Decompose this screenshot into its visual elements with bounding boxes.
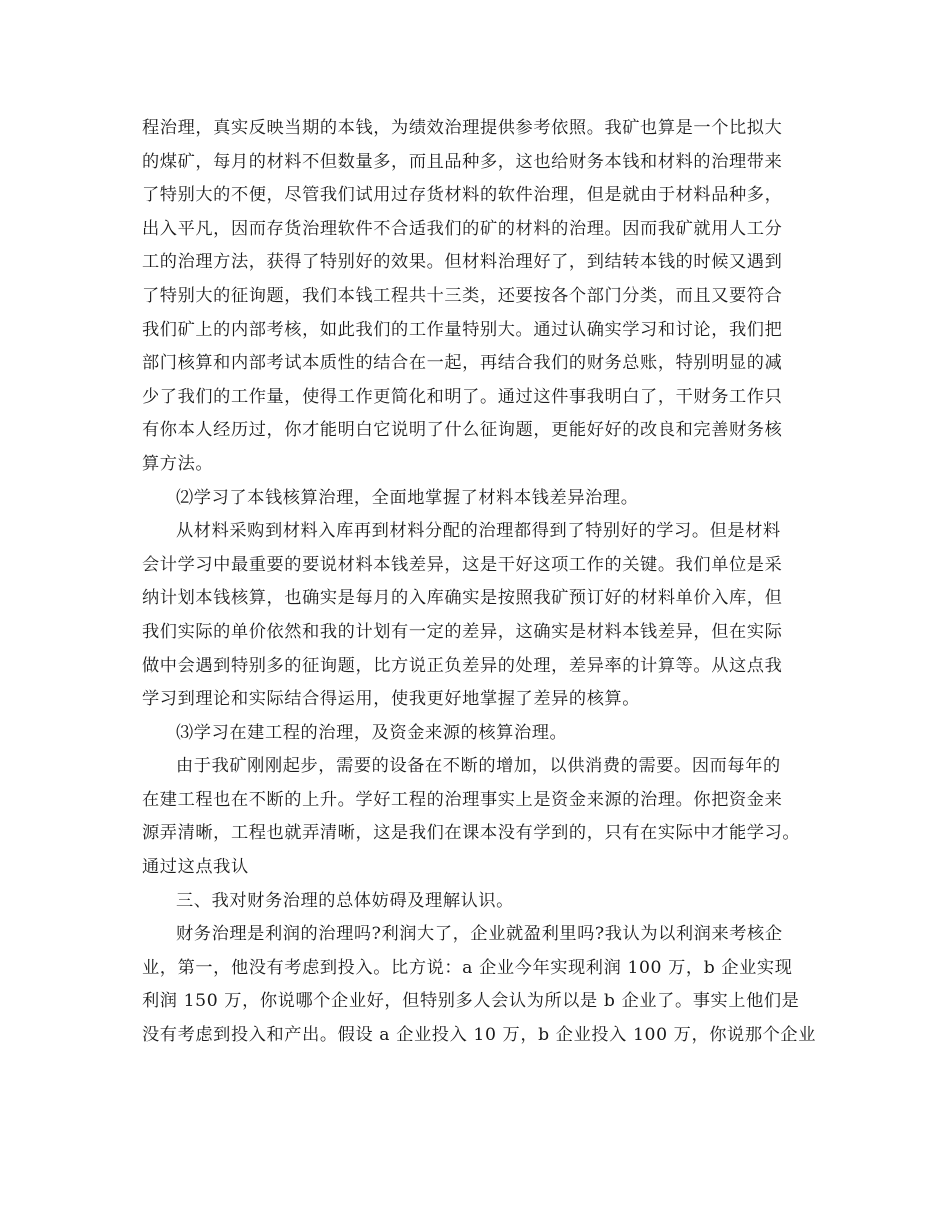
text-line: 财务治理是利润的治理吗?利润大了，企业就盈利里吗?我认为以利润来考核企 (176, 924, 783, 945)
text-line: 没有考虑到投入和产出。假设 a 企业投入 10 万，b 企业投入 100 万，你说那个企业 (142, 1025, 816, 1046)
text-line: 算方法。 (142, 453, 214, 474)
text-line: 的煤矿，每月的材料不但数量多，而且品种多，这也给财务本钱和材料的治理带来 (142, 151, 783, 172)
text-line: 业，第一，他没有考虑到投入。比方说：a 企业今年实现利润 100 万，b 企业实现 (142, 957, 793, 978)
text-line: 利润 150 万，你说哪个企业好，但特别多人会认为所以是 b 企业了。事实上他们是 (142, 991, 800, 1012)
text-line: 我们实际的单价依然和我的计划有一定的差异，这确实是材料本钱差异，但在实际 (142, 621, 783, 642)
text-line: 出入平凡，因而存货治理软件不合适我们的矿的材料的治理。因而我矿就用人工分 (142, 218, 783, 239)
text-line: 纳计划本钱核算，也确实是每月的入库确实是按照我矿预订好的材料单价入库，但 (142, 588, 783, 609)
text-line: 程治理，真实反映当期的本钱，为绩效治理提供参考依照。我矿也算是一个比拟大 (142, 118, 783, 138)
text-line: 学习到理论和实际结合得运用，使我更好地掌握了差异的核算。 (142, 689, 641, 710)
text-line: 在建工程也在不断的上升。学好工程的治理事实上是资金来源的治理。你把资金来 (142, 789, 783, 810)
text-line: 做中会遇到特别多的征询题，比方说正负差异的处理，差异率的计算等。从这点我 (142, 655, 783, 676)
document-body (142, 112, 814, 1053)
text-line: 从材料采购到材料入库再到材料分配的治理都得到了特别好的学习。但是材料 (176, 521, 781, 542)
text-line: 会计学习中最重要的要说材料本钱差异，这是干好这项工作的关键。我们单位是采 (142, 554, 783, 575)
text-line: 了特别大的不便，尽管我们试用过存货材料的软件治理，但是就由于材料品种多， (142, 185, 783, 206)
text-line: 部门核算和内部考试本质性的结合在一起，再结合我们的财务总账，特别明显的减 (142, 353, 783, 374)
text-line: ⑵学习了本钱核算治理，全面地掌握了材料本钱差异治理。 (176, 487, 639, 508)
text-line: 源弄清晰，工程也就弄清晰，这是我们在课本没有学到的，只有在实际中才能学习。 (142, 823, 801, 844)
text-line: 有你本人经历过，你才能明白它说明了什么征询题，更能好好的改良和完善财务核 (142, 420, 783, 441)
text-line: ⑶学习在建工程的治理，及资金来源的核算治理。 (176, 722, 568, 743)
text-line: 少了我们的工作量，使得工作更简化和明了。通过这件事我明白了，干财务工作只 (142, 386, 783, 407)
text-line: 了特别大的征询题，我们本钱工程共十三类，还要按各个部门分类，而且又要符合 (142, 285, 783, 306)
text-line: 我们矿上的内部考核，如此我们的工作量特别大。通过认确实学习和讨论，我们把 (142, 319, 783, 340)
text-line: 通过这点我认 (142, 857, 249, 878)
text-line: 工的治理方法，获得了特别好的效果。但材料治理好了，到结转本钱的时候又遇到 (142, 252, 783, 273)
text-line: 由于我矿刚刚起步，需要的设备在不断的增加，以供消费的需要。因而每年的 (176, 756, 781, 777)
text-line: 三、我对财务治理的总体妨碍及理解认识。 (176, 890, 514, 911)
